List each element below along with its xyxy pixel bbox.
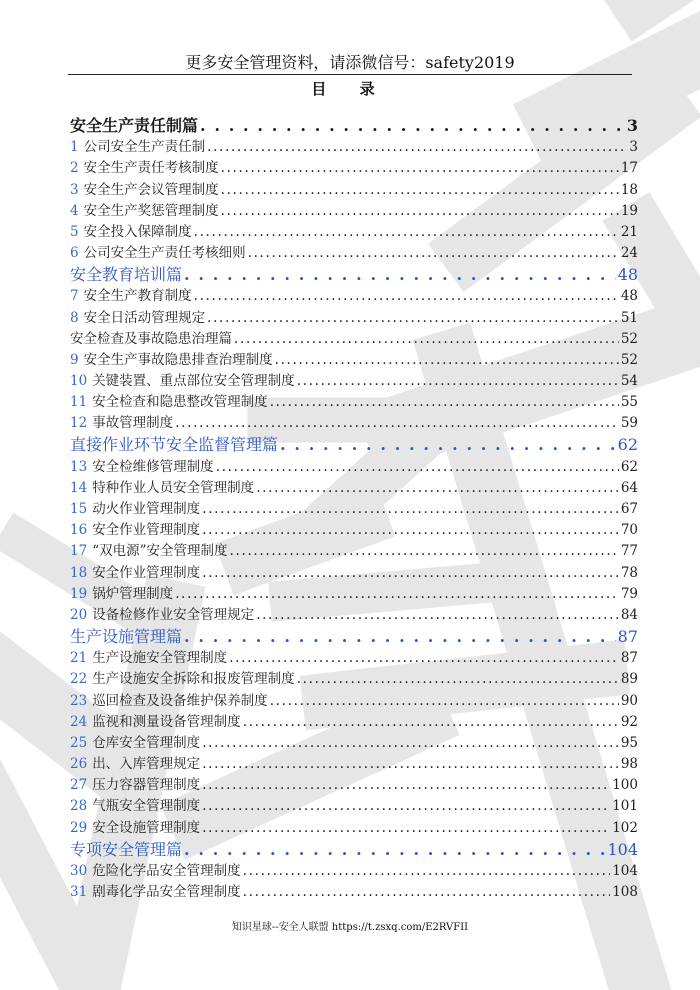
toc-entry-number: 1 bbox=[70, 139, 79, 156]
toc-entry-label: 安全投入保障制度 bbox=[83, 223, 192, 240]
toc-entry-number: 14 bbox=[70, 479, 88, 496]
toc-page-number: 90 bbox=[620, 692, 638, 709]
toc-page-number: 92 bbox=[620, 713, 638, 730]
dot-leader bbox=[207, 309, 619, 327]
toc-entry-number: 27 bbox=[70, 777, 88, 794]
toc-entry-label: 安全设施管理制度 bbox=[92, 819, 201, 836]
toc-entry[interactable] bbox=[70, 794, 638, 815]
dot-leader bbox=[202, 521, 619, 539]
toc-entry-number: 5 bbox=[70, 223, 79, 240]
dot-leader bbox=[270, 692, 619, 710]
toc-entry-label: 设备检修作业安全管理规定 bbox=[92, 606, 255, 623]
toc-entry-number: 21 bbox=[70, 650, 88, 667]
toc-entry-number: 9 bbox=[70, 351, 79, 368]
dot-leader bbox=[297, 670, 619, 688]
dot-leader bbox=[216, 458, 619, 476]
dot-leader bbox=[194, 287, 619, 305]
toc-entry[interactable] bbox=[70, 327, 638, 348]
dot-leader bbox=[234, 330, 619, 348]
toc-entry[interactable] bbox=[70, 646, 638, 667]
dot-leader bbox=[256, 606, 619, 624]
toc-entry-number: 2 bbox=[70, 160, 79, 177]
toc-page-number: 104 bbox=[607, 839, 638, 859]
toc-entry[interactable] bbox=[70, 348, 638, 369]
toc-page-number: 17 bbox=[620, 160, 638, 177]
toc-entry-label: 公司安全生产责任考核细则 bbox=[83, 245, 246, 262]
toc-section[interactable] bbox=[70, 432, 638, 454]
toc-entry-label: 安全检查及事故隐患治理篇 bbox=[70, 330, 232, 347]
toc-entry-number: 7 bbox=[70, 288, 79, 305]
toc-page-number: 64 bbox=[620, 479, 638, 496]
toc-page-number: 101 bbox=[612, 798, 638, 815]
toc-entry-number: 8 bbox=[70, 309, 79, 326]
toc-entry-label: 气瓶安全管理制度 bbox=[92, 798, 201, 815]
toc-entry[interactable] bbox=[70, 710, 638, 731]
toc-entry[interactable] bbox=[70, 241, 638, 262]
toc-page-number: 67 bbox=[620, 501, 638, 517]
toc-entry[interactable] bbox=[70, 284, 638, 305]
toc-entry-label: 专项安全管理篇 bbox=[70, 839, 183, 859]
toc-entry-number: 17 bbox=[70, 543, 88, 560]
toc-page-number: 87 bbox=[620, 650, 638, 667]
toc-entry-label: 危险化学品安全管理制度 bbox=[92, 862, 241, 879]
toc-title: 目 录 bbox=[311, 80, 389, 98]
toc-entry-label: 锅炉管理制度 bbox=[92, 585, 174, 602]
toc-entry-label: 安全作业管理制度 bbox=[92, 564, 201, 581]
toc-entry-number: 15 bbox=[70, 501, 88, 517]
dot-leader bbox=[221, 202, 619, 220]
dot-leader bbox=[202, 564, 619, 582]
toc-page-number: 51 bbox=[620, 309, 638, 326]
toc-entry[interactable] bbox=[70, 880, 638, 901]
toc-page-number: 89 bbox=[620, 671, 638, 688]
toc-page-number: 55 bbox=[620, 394, 638, 411]
footer-text: 知识星球--安全人联盟 https://t.zsxq.com/E2RVFII bbox=[231, 922, 469, 933]
toc-entry[interactable] bbox=[70, 369, 638, 390]
toc-entry-number: 16 bbox=[70, 522, 88, 539]
toc-entry-label: 安全生产责任考核制度 bbox=[83, 160, 219, 177]
dot-leader bbox=[202, 500, 619, 518]
toc-page-number: 19 bbox=[620, 202, 638, 219]
dot-leader bbox=[184, 841, 605, 859]
dot-leader bbox=[202, 755, 619, 773]
toc-page-number: 102 bbox=[612, 819, 638, 836]
toc-page-number: 78 bbox=[620, 564, 638, 581]
dot-leader bbox=[221, 181, 619, 199]
toc-page-number: 108 bbox=[612, 884, 638, 900]
toc-entry-label: 动火作业管理制度 bbox=[92, 501, 201, 517]
toc-entry[interactable] bbox=[70, 582, 638, 603]
dot-leader bbox=[207, 138, 627, 156]
dot-leader bbox=[202, 734, 619, 752]
toc-page-number: 87 bbox=[617, 626, 638, 646]
toc-entry-number: 10 bbox=[70, 373, 88, 390]
dot-leader bbox=[175, 414, 619, 432]
toc-entry[interactable] bbox=[70, 688, 638, 709]
toc-entry-label: 安全生产会议管理制度 bbox=[83, 181, 219, 198]
dot-leader bbox=[243, 883, 611, 901]
toc-entry-label: 公司安全生产责任制 bbox=[83, 139, 206, 156]
toc-entry-label: 安全教育培训篇 bbox=[70, 265, 183, 285]
dot-leader bbox=[229, 649, 619, 667]
toc-entry[interactable] bbox=[70, 476, 638, 497]
toc-entry[interactable] bbox=[70, 454, 638, 475]
toc-entry[interactable] bbox=[70, 177, 638, 198]
toc-entry[interactable] bbox=[70, 815, 638, 836]
toc-page-number: 59 bbox=[620, 415, 638, 432]
toc-entry-label: 生产设施安全管理制度 bbox=[92, 650, 228, 667]
toc-page-number: 98 bbox=[620, 756, 638, 773]
toc-entry-label: 安全生产事故隐患排查治理制度 bbox=[83, 351, 273, 368]
dot-leader bbox=[202, 797, 610, 815]
toc-page-number: 48 bbox=[620, 288, 638, 305]
toc-entry-label: 安全检维修管理制度 bbox=[92, 458, 214, 475]
toc-entry[interactable] bbox=[70, 603, 638, 624]
toc-page-number: 52 bbox=[620, 330, 638, 347]
toc-entry-label: 事故管理制度 bbox=[92, 415, 174, 432]
toc-page-number: 62 bbox=[620, 458, 638, 475]
toc-entry-number: 25 bbox=[70, 734, 88, 751]
dot-leader bbox=[248, 244, 619, 262]
toc-page-number: 70 bbox=[620, 522, 638, 539]
dot-leader bbox=[175, 585, 619, 603]
toc-page-number: 54 bbox=[620, 373, 638, 390]
toc-entry[interactable] bbox=[70, 560, 638, 581]
toc-entry[interactable] bbox=[70, 135, 638, 156]
toc-page-number: 84 bbox=[620, 606, 638, 623]
toc-entry-number: 18 bbox=[70, 564, 88, 581]
dot-leader bbox=[202, 819, 610, 837]
toc-entry-label: 安全日活动管理规定 bbox=[83, 309, 206, 326]
toc-entry-label: 仓库安全管理制度 bbox=[92, 734, 201, 751]
toc-entry-number: 31 bbox=[70, 884, 88, 900]
toc-page-number: 21 bbox=[620, 223, 638, 240]
toc-entry[interactable] bbox=[70, 305, 638, 326]
toc-entry-number: 6 bbox=[70, 245, 79, 262]
dot-leader bbox=[202, 776, 610, 794]
toc-entry[interactable] bbox=[70, 752, 638, 773]
toc-entry-label: 安全生产教育制度 bbox=[83, 288, 192, 305]
toc-entry-label: 压力容器管理制度 bbox=[92, 777, 201, 794]
toc-page-number: 62 bbox=[617, 435, 638, 455]
toc-entry-label: “双电源”安全管理制度 bbox=[92, 543, 228, 560]
toc-entry-label: 关键装置、重点部位安全管理制度 bbox=[92, 373, 295, 390]
toc-entry-number: 20 bbox=[70, 606, 88, 623]
toc-entry[interactable] bbox=[70, 539, 638, 560]
toc-page-number: 100 bbox=[612, 777, 638, 794]
toc-entry[interactable] bbox=[70, 390, 638, 411]
toc-page-number: 95 bbox=[620, 734, 638, 751]
toc-page-number: 3 bbox=[626, 116, 638, 135]
toc-page-number: 48 bbox=[617, 265, 638, 285]
dot-leader bbox=[275, 351, 619, 369]
toc-entry[interactable] bbox=[70, 667, 638, 688]
toc-page-number: 3 bbox=[629, 139, 638, 156]
dot-leader bbox=[243, 713, 619, 731]
toc-entry-number: 3 bbox=[70, 181, 79, 198]
header-contact: 更多安全管理资料，请添微信号：safety2019 bbox=[185, 53, 515, 72]
toc-entry[interactable] bbox=[70, 859, 638, 880]
dot-leader bbox=[200, 117, 625, 135]
toc-entry-label: 生产设施管理篇 bbox=[70, 626, 183, 646]
toc-section[interactable] bbox=[70, 837, 638, 859]
toc-page-number: 79 bbox=[620, 585, 638, 602]
toc-entry-number: 4 bbox=[70, 202, 79, 219]
dot-leader bbox=[297, 372, 619, 390]
header-divider bbox=[68, 74, 632, 75]
toc-entry[interactable] bbox=[70, 773, 638, 794]
toc-entry-number: 28 bbox=[70, 798, 88, 815]
toc-page-number: 18 bbox=[620, 181, 638, 198]
toc-page-number: 52 bbox=[620, 351, 638, 368]
toc-entry-label: 生产设施安全拆除和报废管理制度 bbox=[92, 671, 295, 688]
dot-leader bbox=[270, 393, 619, 411]
dot-leader bbox=[184, 266, 616, 284]
toc-entry-label: 安全生产责任制篇 bbox=[70, 116, 199, 135]
toc-entry-label: 剧毒化学品安全管理制度 bbox=[92, 884, 241, 900]
toc-entry-label: 安全生产奖惩管理制度 bbox=[83, 202, 219, 219]
toc-section[interactable] bbox=[70, 624, 638, 646]
toc-entry-number: 19 bbox=[70, 585, 88, 602]
toc-entry[interactable] bbox=[70, 156, 638, 177]
toc-page-number: 24 bbox=[620, 245, 638, 262]
toc-entry-number: 30 bbox=[70, 862, 88, 879]
toc-entry-number: 11 bbox=[70, 394, 88, 411]
toc-entry-number: 22 bbox=[70, 671, 88, 688]
toc-entry-number: 13 bbox=[70, 458, 88, 475]
toc-section[interactable] bbox=[70, 113, 638, 135]
toc-page-number: 77 bbox=[620, 543, 638, 560]
toc-entry-label: 出、入库管理规定 bbox=[92, 756, 201, 773]
dot-leader bbox=[221, 159, 619, 177]
dot-leader bbox=[230, 542, 619, 560]
toc-entry-label: 直接作业环节安全监督管理篇 bbox=[70, 435, 279, 455]
toc-entry[interactable] bbox=[70, 497, 638, 518]
toc-entry[interactable] bbox=[70, 518, 638, 539]
toc-entry-label: 特种作业人员安全管理制度 bbox=[92, 479, 255, 496]
toc-entry[interactable] bbox=[70, 731, 638, 752]
toc-entry-number: 12 bbox=[70, 415, 88, 432]
toc-entry-number: 24 bbox=[70, 713, 88, 730]
toc-entry-number: 29 bbox=[70, 819, 88, 836]
toc-entry[interactable] bbox=[70, 199, 638, 220]
toc-entry[interactable] bbox=[70, 220, 638, 241]
dot-leader bbox=[280, 436, 616, 454]
toc-entry-label: 监视和测量设备管理制度 bbox=[92, 713, 241, 730]
dot-leader bbox=[243, 862, 611, 880]
toc-entry-label: 安全检查和隐患整改管理制度 bbox=[92, 394, 268, 411]
dot-leader bbox=[194, 223, 619, 241]
dot-leader bbox=[184, 628, 616, 646]
toc-entry-number: 26 bbox=[70, 756, 88, 773]
toc-page-number: 104 bbox=[612, 862, 638, 879]
toc-section[interactable] bbox=[70, 262, 638, 284]
toc-entry-label: 安全作业管理制度 bbox=[92, 522, 201, 539]
toc-entry[interactable] bbox=[70, 411, 638, 432]
toc-entry-label: 巡回检查及设备维护保养制度 bbox=[92, 692, 268, 709]
table-of-contents bbox=[70, 113, 638, 901]
toc-entry-number: 23 bbox=[70, 692, 88, 709]
dot-leader bbox=[256, 479, 619, 497]
